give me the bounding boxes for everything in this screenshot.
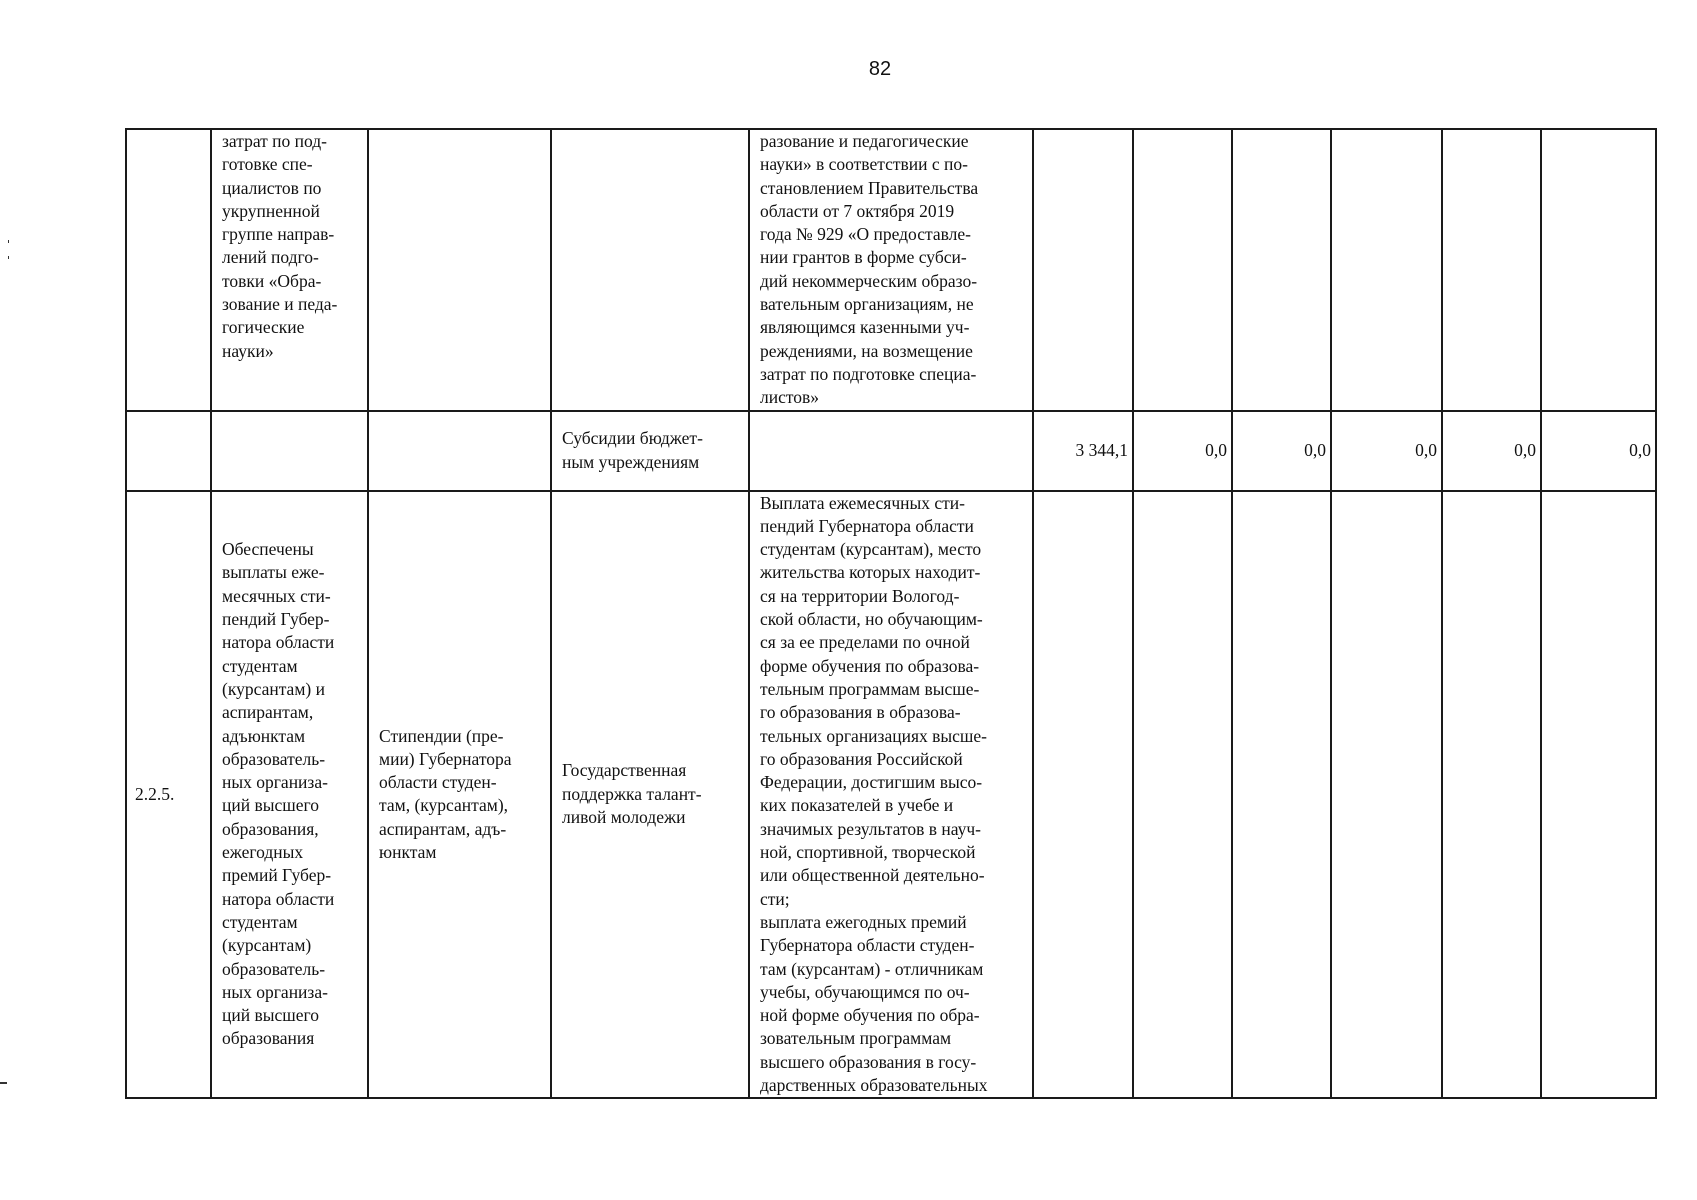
cell-result: Обеспечены выплаты еже- месячных сти- пендий Губер- натора области студентам (курсантам) и аспирантам, адъюнктам образователь- ных организа- ций высшего образования, ежегодных премий Губер- натора области студентам (курсантам) образователь- ных организа- ций высшего образования: [211, 491, 368, 1099]
cell-measure: Стипендии (пре- мии) Губернатора области студен- там, (курсантам), аспирантам, адъ- юнктам: [368, 491, 551, 1099]
cell-value: [1541, 491, 1656, 1099]
cell-value: [1232, 129, 1331, 411]
margin-mark: [0, 1082, 7, 1084]
cell-result: затрат по под- готовке спе- циалистов по укрупненной группе направ- лений подго- товки «Обра- зование и педа- гогические науки»: [211, 129, 368, 411]
table-row: [126, 411, 1656, 491]
cell-value: [1331, 129, 1442, 411]
cell-measure: [368, 129, 551, 411]
margin-mark: [8, 240, 9, 243]
cell-value: 0,0: [1442, 411, 1541, 491]
cell-value: [1133, 491, 1232, 1099]
cell-measure: [368, 411, 551, 491]
cell-value: 0,0: [1541, 411, 1656, 491]
cell-value: [1133, 129, 1232, 411]
cell-result: [211, 411, 368, 491]
cell-number: 2.2.5.: [126, 491, 211, 1099]
margin-mark: [8, 256, 9, 259]
cell-direction: Государственная поддержка талант- ливой молодежи: [551, 491, 749, 1099]
cell-value: 3 344,1: [1033, 411, 1133, 491]
cell-value: [1232, 491, 1331, 1099]
cell-number: [126, 411, 211, 491]
cell-direction: Субсидии бюджет- ным учреждениям: [551, 411, 749, 491]
table-row: [126, 491, 1656, 1099]
cell-description: [749, 411, 1033, 491]
program-table: [125, 128, 1657, 1099]
cell-value: [1442, 129, 1541, 411]
cell-value: 0,0: [1331, 411, 1442, 491]
cell-description: разование и педагогические науки» в соответствии с по- становлением Правительства области от 7 октября 2019 года № 929 «О предоставле- нии грантов в форме субси- дий некоммерческим образо- вательным организациям, не являющимся казенными уч- реждениями, на возмещение затрат по подготовке специа- листов»: [749, 129, 1033, 411]
cell-number: [126, 129, 211, 411]
cell-value: [1442, 491, 1541, 1099]
page-number: 82: [868, 58, 892, 80]
cell-value: 0,0: [1133, 411, 1232, 491]
cell-value: 0,0: [1232, 411, 1331, 491]
cell-description: Выплата ежемесячных сти- пендий Губернатора области студентам (курсантам), место жительства которых находит- ся на территории Вологод- ской области, но обучающим- ся за ее пределами по очной форме обучения по образова- тельным программам высше- го образования в образова- тельных организациях высше- го образования Российской Федерации, достигшим высо- ких показателей в учебе и значимых результатов в науч- ной, спортивной, творческой или общественной деятельно- сти; выплата ежегодных премий Губернатора области студен- там (курсантам) - отличникам учебы, обучающимся по оч- ной форме обучения по обра- зовательным программам высшего образования в госу- дарственных образовательных: [749, 491, 1033, 1099]
cell-value: [1331, 491, 1442, 1099]
cell-value: [1033, 129, 1133, 411]
cell-value: [1033, 491, 1133, 1099]
table-row: [126, 129, 1656, 411]
cell-value: [1541, 129, 1656, 411]
cell-direction: [551, 129, 749, 411]
